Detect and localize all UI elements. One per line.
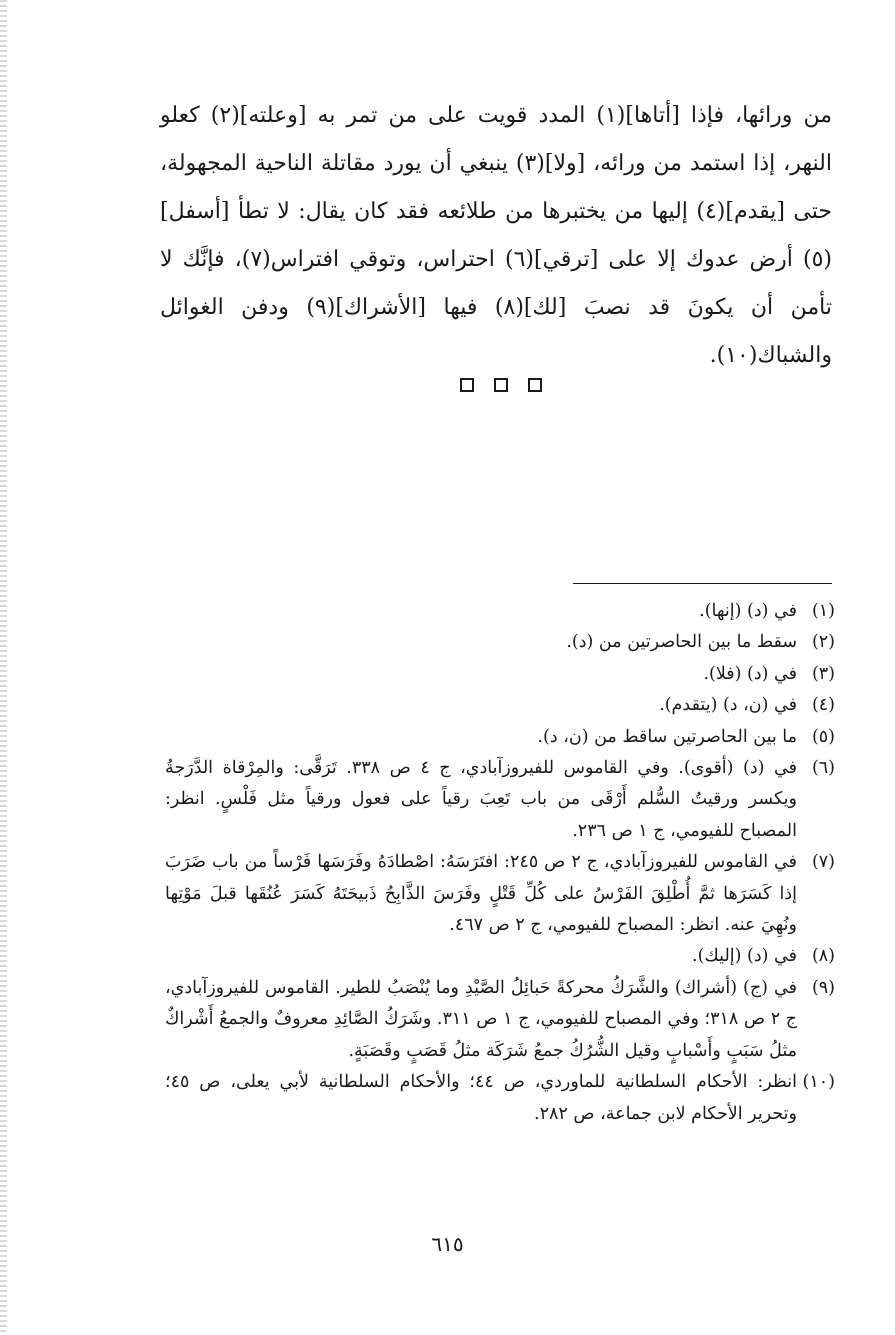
footnote-text: في (ج) (أشراك) والشَّرَكُ محركةً حَبائِلُ الصَّيْدِ وما يُنْصَبُ للطير. القاموس للفيروزآبادي، ج ٢ ص ٣١٨؛ وفي المصباح للفيومي، ج ١ ص ٣١١. وشَرَكُ الصَّائِدِ معروفٌ والجمعُ أَشْراكٌ مثلُ سَبَبٍ وأَسْبابٍ وقيل الشُّرُكُ جمعُ شَرَكَة مثلُ قَصَبٍ وقَصَبَةٍ. [165,977,797,1061]
footnote-text: انظر: الأحكام السلطانية للماوردي، ص ٤٤؛ والأحكام السلطانية لأبي يعلى، ص ٤٥؛ وتحرير الأحكام لابن جماعة، ص ٢٨٢. [165,1072,797,1124]
footnote-number: (٥) [811,726,835,747]
footnote-text: ما بين الحاصرتين ساقط من (ن، د). [537,726,797,747]
footnote-text: في (ن، د) (يتقدم). [659,695,797,716]
footnote-number: (٣) [811,663,835,684]
page-binding-edge [0,0,7,1335]
footnote-item [165,753,835,847]
section-break-box [528,378,542,392]
footnote-number: (٢) [811,632,835,653]
footnote-text: في (د) (أقوى). وفي القاموس للفيروزآبادي، ج ٤ ص ٣٣٨. تَرَقَّى: والمِرْقاة الدَّرَجةُ ويكسر ورقيتُ السُّلم أَرْقَى من باب تَعِبَ رقياً على فعول ورقياً مثل فَلْسٍ. انظر: المصباح للفيومي، ج ١ ص ٢٣٦. [165,758,797,841]
footnote-text: في القاموس للفيروزآبادي، ج ٢ ص ٢٤٥: افتَرَسَهُ: اصْطادَهُ وفَرَسَها فَرْساً من باب ضَرَبَ إذا كَسَرَها ثمَّ أُطْلِقَ الفَرْسُ على كُلِّ قَتْلٍ وفَرَسَ الذَّابِحُ ذَبيحَتَهُ كَسَرَ عُنُقَها قبلَ مَوْتِها ونُهِيَ عنه. انظر: المصباح للفيومي، ج ٢ ص ٤٦٧. [165,852,797,936]
footnote-number: (٩) [811,977,835,998]
footnote-text: في (د) (إنها). [699,601,797,621]
footnote-item [165,941,835,972]
footnote-number: (١) [811,601,835,621]
footnote-item [165,659,835,690]
footnotes-list [165,596,835,1130]
footnote-text: سقط ما بين الحاصرتين من (د). [566,632,797,653]
section-break-box [460,378,474,392]
footnote-item [165,973,835,1067]
main-paragraph: من ورائها، فإذا [أتاها](١) المدد قويت على من تمر به [وعلته](٢) كعلو النهر، إذا استمد من ورائه، [ولا](٣) ينبغي أن يورد مقاتلة الناحية المجهولة، حتى [يقدم](٤) إليها من يختبرها من طلائعه فقد كان يقال: لا تطأ [أسفل](٥) أرض عدوك إلا على [ترقي](٦) احتراس، وتوقي افتراس(٧)، فإنَّك لا تأمن أن يكونَ قد نصبَ [لك](٨) فيها [الأشراك](٩) ودفن الغوائل والشباك(١٠). [160,103,833,368]
page-number: ٦١٥ [431,1232,464,1256]
footnote-number: (٤) [811,695,835,716]
footnote-item [165,722,835,753]
footnote-item [165,1067,835,1130]
footnote-item [165,690,835,721]
footnote-item [165,596,835,627]
section-break [460,378,542,392]
section-break-box [494,378,508,392]
main-text-block [160,92,832,380]
footnote-number: (٨) [811,946,835,967]
footnote-number: (٦) [811,758,835,779]
footnote-item [165,627,835,658]
footnote-number: (١٠) [802,1072,835,1093]
footnote-text: في (د) (إليك). [692,946,797,967]
footnote-text: في (د) (فلا). [703,663,797,684]
footnote-item [165,847,835,941]
footnote-separator [573,583,832,584]
footnote-number: (٧) [811,852,835,873]
